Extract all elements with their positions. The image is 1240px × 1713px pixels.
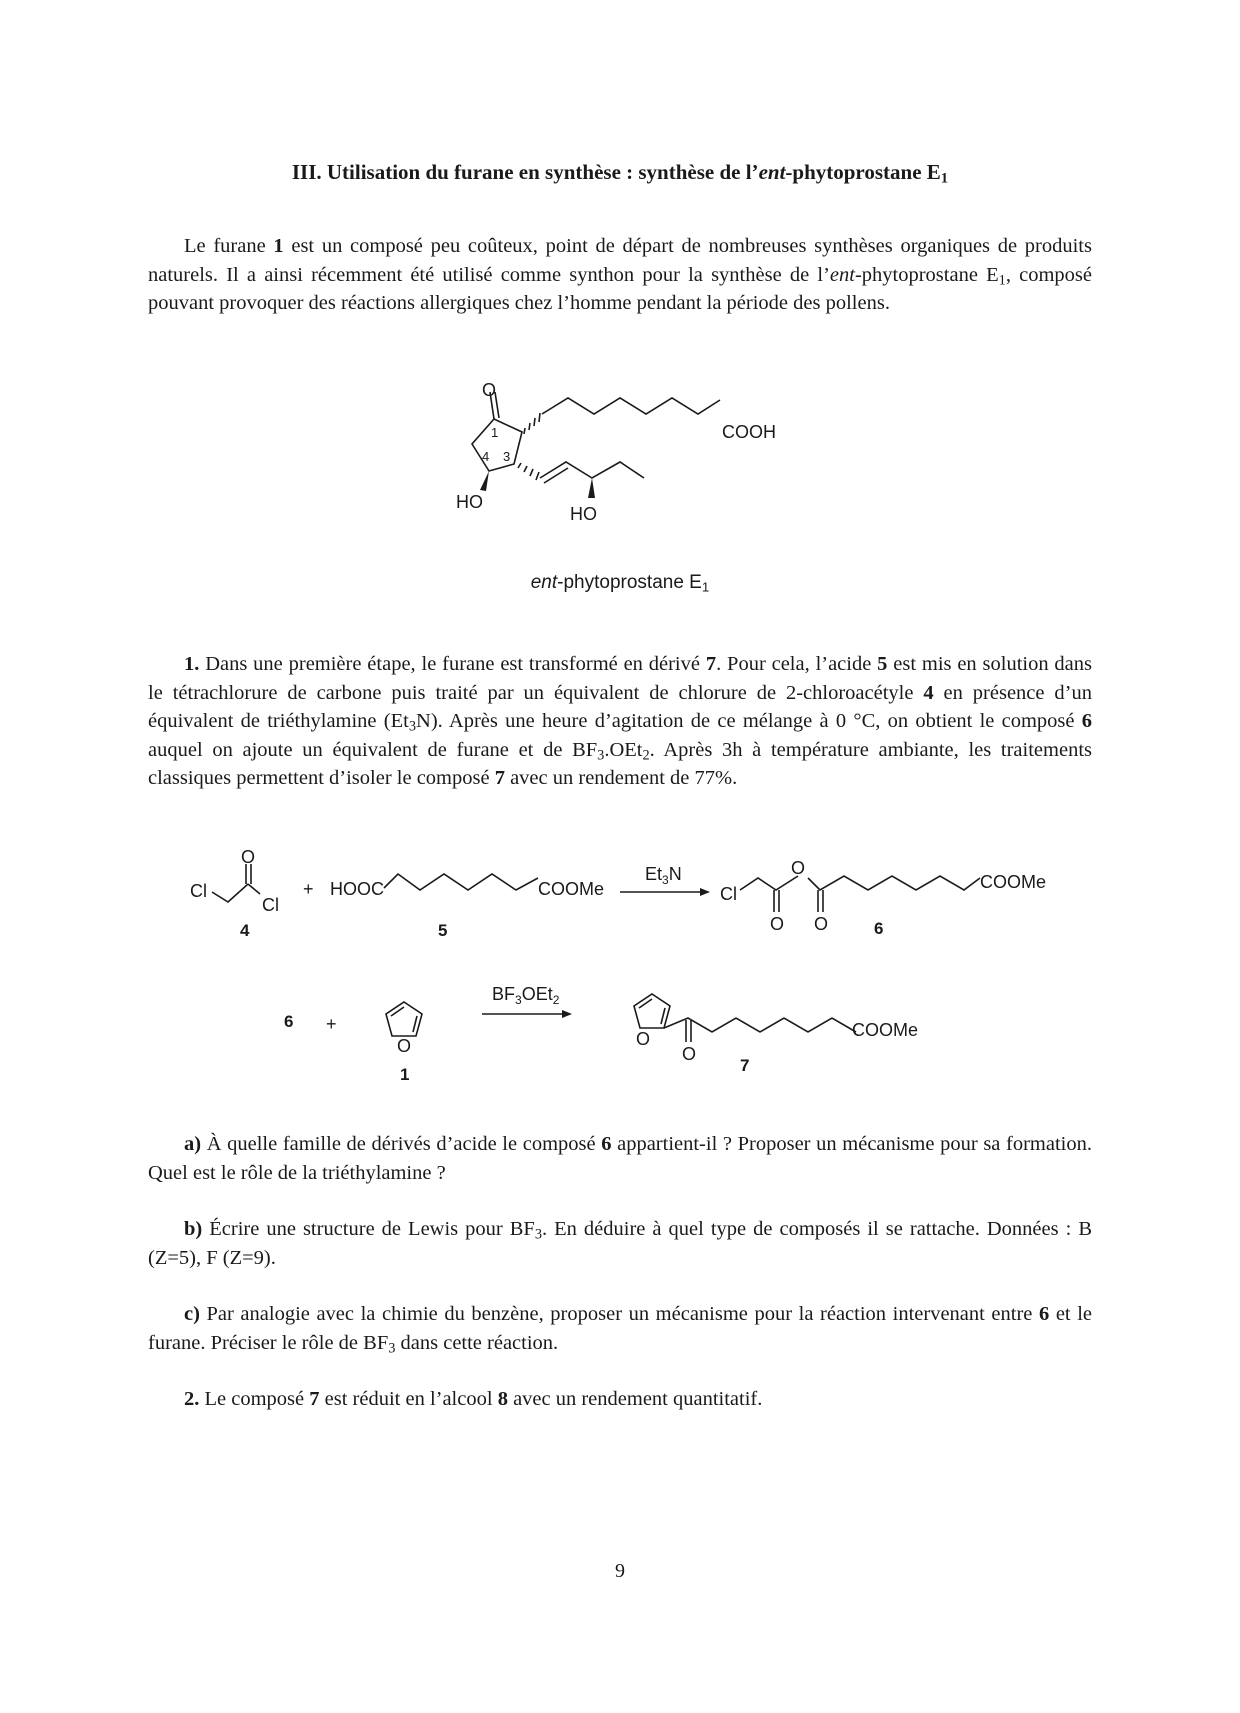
compound-6-number: 6	[874, 919, 884, 938]
anhydride-left	[740, 876, 798, 890]
q1-text: N). Après une heure d’agitation de ce mélange à 0 °C, on obtient le composé	[416, 710, 1082, 732]
compound-7-chain	[664, 1018, 856, 1032]
o-label-4: O	[241, 850, 256, 867]
intro-paragraph	[148, 232, 1092, 318]
double-bond-line	[544, 468, 568, 483]
coome-label-6: COOMe	[980, 872, 1047, 892]
intro-text: , composé pouvant provoquer des réactions allergiques chez l’homme pendant la période des pollens.	[148, 263, 1092, 314]
q1-sub: 2	[642, 747, 650, 764]
compound-7-number: 7	[740, 1056, 750, 1075]
cl-label-1: Cl	[190, 881, 207, 901]
coome-label-7: COOMe	[852, 1020, 919, 1040]
q2-text: Le composé	[199, 1388, 310, 1410]
qc-compound-ref: 6	[1038, 1303, 1050, 1325]
chloroacetyl-chain	[212, 884, 248, 902]
intro-compound-ref: 1	[273, 235, 284, 257]
intro-ent: ent	[829, 263, 855, 286]
intro-text: est un composé peu coûteux, point de départ de nombreuses synthèses organiques de produits naturels. Il a ainsi récemment été utilisé comme synthon pour la synthèse de l’	[148, 235, 1092, 286]
wedge-ho-chain	[588, 478, 595, 498]
furan-7-db2	[661, 1008, 665, 1024]
compound-5-chain	[384, 874, 538, 890]
q1-compound-ref: 7	[705, 653, 717, 675]
q1-text: avec un rendement de 77%.	[504, 767, 738, 789]
o-label-6-bridge: O	[791, 858, 806, 878]
q2-text: est réduit en l’alcool	[319, 1388, 498, 1410]
reagent-bf: BF	[492, 984, 516, 1004]
ketone-o-label: O	[482, 380, 497, 400]
ho-chain-label: HO	[570, 504, 597, 524]
qb-text: . En déduire à quel type de composés il se rattache. Données : B (Z=5), F (Z=9).	[148, 1218, 1092, 1269]
reagent-n: N	[668, 864, 682, 884]
hooc-label: HOOC	[330, 879, 384, 899]
reaction-scheme-2	[0, 980, 1240, 1090]
compound-4-number: 4	[240, 921, 250, 940]
question-1-number: 1.	[184, 653, 200, 675]
q2-compound-ref: 7	[309, 1388, 320, 1410]
question-b-label: b)	[184, 1218, 203, 1240]
furan-1-o-label: O	[397, 1036, 412, 1056]
furan-1-db1	[391, 1007, 404, 1016]
reagent-et3n	[645, 864, 682, 887]
q2-compound-ref: 8	[497, 1388, 508, 1410]
caption-sub: 1	[701, 579, 710, 595]
reaction-scheme-1	[0, 850, 1240, 950]
wedge-ho-ring	[480, 471, 489, 491]
furan-7-o-label: O	[636, 1029, 651, 1049]
q1-text: . Pour cela, l’acide	[716, 653, 878, 675]
qb-sub: 3	[534, 1226, 542, 1243]
reagent-sub-2: 2	[552, 993, 560, 1007]
qb-text: Écrire une structure de Lewis pour BF	[202, 1218, 535, 1240]
question-a-label: a)	[184, 1133, 202, 1155]
ring-number-1: 1	[491, 425, 499, 440]
ketone-7-o-label: O	[682, 1044, 697, 1064]
q1-text: . Après 3h à température ambiante, les traitements classiques permettent d’isoler le composé	[148, 738, 1092, 789]
o-label-6b: O	[814, 914, 829, 934]
question-c-label: c)	[184, 1303, 200, 1325]
caption-rest: -phytoprostane E	[557, 572, 702, 593]
question-2-number: 2.	[184, 1388, 200, 1410]
plus-sign-1: +	[303, 879, 314, 899]
furan-7-db1	[639, 999, 652, 1008]
section-title	[148, 160, 1092, 185]
qc-sub: 3	[388, 1340, 396, 1357]
page-number: 9	[615, 1560, 625, 1582]
hashed-bond-lower	[518, 463, 539, 480]
intro-text: Le furane	[184, 235, 274, 257]
reagent-et: Et	[645, 864, 663, 884]
compound-5-number: 5	[438, 921, 448, 940]
carboxylic-chain	[542, 398, 720, 414]
coome-label-5: COOMe	[538, 879, 605, 899]
q2-text: avec un rendement quantitatif.	[507, 1388, 763, 1410]
qa-text: À quelle famille de dérivés d’acide le composé	[201, 1133, 602, 1155]
qc-text: Par analogie avec la chimie du benzène, proposer un mécanisme pour la réaction intervenant entre	[199, 1303, 1039, 1325]
compound-6-chain	[808, 876, 980, 890]
intro-text: -phytoprostane E	[854, 263, 999, 286]
caption-ent: ent	[530, 572, 558, 593]
q1-text: en présence d’un équivalent de triéthylamine (Et	[148, 681, 1092, 732]
q1-compound-ref: 5	[877, 653, 888, 675]
q1-text: auquel on ajoute un équivalent de furane et de BF	[148, 738, 598, 761]
hashed-bond-upper	[524, 413, 540, 434]
reagent-sub-1: 3	[515, 993, 522, 1007]
plus-sign-2: +	[326, 1014, 337, 1034]
ho-ring-label: HO	[456, 492, 483, 512]
arrow-head-1	[700, 888, 710, 896]
cooh-label: COOH	[722, 422, 776, 442]
reagent-sub: 3	[662, 873, 669, 887]
question-b-paragraph	[148, 1215, 1092, 1272]
q1-compound-ref: 4	[923, 681, 934, 704]
cl-label-2: Cl	[262, 895, 279, 915]
compound-1-number: 1	[400, 1065, 410, 1084]
section-title-sub: 1	[940, 170, 949, 187]
structure-caption	[0, 572, 1240, 594]
compound-6-number-2: 6	[284, 1012, 294, 1031]
qc-text: et le furane. Préciser le rôle de BF	[148, 1303, 1092, 1354]
question-1-paragraph	[148, 650, 1092, 793]
phytoprostane-structure	[0, 370, 1240, 560]
section-title-suffix: -phytoprostane E	[785, 160, 941, 184]
q1-sub: 3	[597, 747, 605, 764]
o-label-6a: O	[770, 914, 785, 934]
q1-sub: 3	[408, 718, 417, 735]
question-c-paragraph	[148, 1300, 1092, 1357]
cl-label-6: Cl	[720, 884, 737, 904]
q1-text: .OEt	[604, 738, 643, 761]
reagent-bf3oet2	[492, 984, 560, 1007]
ring-number-3: 3	[503, 449, 511, 464]
furan-1-db2	[413, 1016, 417, 1032]
intro-sub: 1	[998, 272, 1006, 289]
q1-compound-ref: 7	[494, 767, 505, 789]
question-a-paragraph	[148, 1130, 1092, 1187]
acyl-cl-bond	[248, 884, 260, 894]
q1-text: est mis en solution dans le tétrachlorure de carbone puis traité par un équivalent de chlorure de 2-chloroacétyle	[148, 653, 1092, 704]
reagent-oet: OEt	[521, 984, 553, 1004]
arrow-head-2	[562, 1010, 572, 1018]
q1-text: Dans une première étape, le furane est transformé en dérivé	[199, 653, 706, 675]
section-title-prefix: III. Utilisation du furane en synthèse : synthèse de l’	[291, 160, 759, 184]
qc-text: dans cette réaction.	[395, 1331, 559, 1354]
ring-number-4: 4	[482, 449, 490, 464]
q1-compound-ref: 6	[1081, 710, 1092, 732]
question-2-paragraph	[148, 1385, 1092, 1414]
section-title-ent: ent	[758, 160, 786, 184]
qa-compound-ref: 6	[601, 1133, 612, 1155]
qa-text: appartient-il ? Proposer un mécanisme pour sa formation. Quel est le rôle de la triéthylamine ?	[148, 1133, 1092, 1184]
